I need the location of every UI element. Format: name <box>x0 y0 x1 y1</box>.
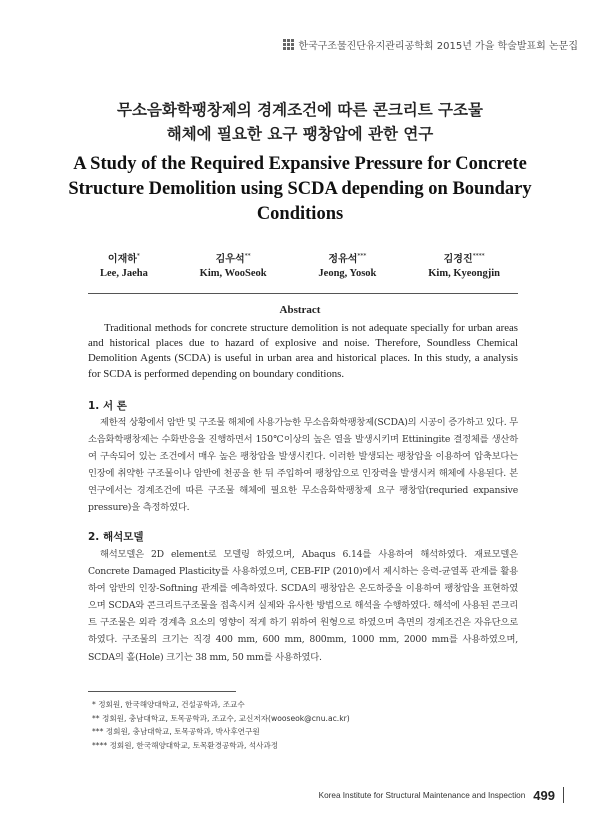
section-heading-intro: 1. 서 론 <box>88 400 127 412</box>
author-english-name: Lee, Jaeha <box>100 268 148 279</box>
author-korean-name: 이재하 <box>107 254 137 265</box>
footer-text: Korea Institute for Structural Maintenance and Inspection <box>318 790 526 800</box>
author-korean-name: 김우석 <box>215 254 245 265</box>
abstract-heading: Abstract <box>279 304 321 316</box>
footer-bar <box>563 787 564 803</box>
author-english-name: Kim, Kyeongjin <box>428 268 500 279</box>
author-mark: * <box>136 252 140 260</box>
author-korean-name: 김경진 <box>443 254 473 265</box>
title-block <box>60 98 540 227</box>
author-mark: ** <box>244 252 251 260</box>
divider <box>88 293 518 294</box>
author <box>200 250 267 279</box>
english-title <box>60 152 540 227</box>
footnote: *** 정회원, 충남대학교, 토목공학과, 박사후연구원 <box>92 727 260 736</box>
footnote: **** 정회원, 한국해양대학교, 토목환경공학과, 석사과정 <box>92 740 279 750</box>
section-text-intro: 제한적 상황에서 암반 및 구조물 해체에 사용가능한 무소음화학팽창제(SCDA)의 시공이 증가하고 있다. 무소음화학팽창제는 수화반응을 진행하면서 150℃이상의 높은 열을 발생시키며 Ettiningite 결정체를 생산하여 구속되어 있는 조건에서 매우 높은 팽창압을 발생시킨다. 이러한 발생되는 팽창압을 이용하여 압축보다는 인장에 취약한 구조물이나 암반에 천공을 한 뒤 주입하여 팽창압으로 인장력을 발생시켜 해체에 사용된다. 본 연구에서는 경계조건에 따른 구조물 해체에 필요한 무소음화학팽창제 요구 팽창압(requried expansive pressure)을 측정하였다. <box>88 417 518 514</box>
section-text-model: 해석모델은 2D element로 모델링 하였으며, Abaqus 6.14를 사용하여 해석하였다. 재료모델은 Concrete Damaged Plasticity를 사용하였으며, CEB-FIP (2010)에서 제시하는 응력-균열폭 관계를 활용하여 암반의 인장-Softning 관계를 예측하였다. SCDA의 팽창압은 온도하중을 이용하여 팽창압을 표현하였으며 SCDA와 콘크리트구조물을 접촉시켜 실제와 유사한 방법으로 해석을 수행하였다. 해석에 사용된 콘크리트 구조물은 외곽 경계측 요소의 영향이 적게 하기 위하여 원형으로 하였으며 측면의 경계조건은 자유단으로 하였다. 구조물의 크기는 직경 400 mm, 600 mm, 800mm, 1000 mm, 2000 mm를 사용하였으며, SCDA의 홀(Hole) 크기는 38 mm, 50 mm를 사용하였다. <box>88 549 518 663</box>
author-mark: **** <box>472 252 485 260</box>
page-footer <box>319 787 564 803</box>
korean-title-line: 해체에 필요한 요구 팽창압에 관한 연구 <box>166 125 434 143</box>
korean-title-line: 무소음화학팽창제의 경계조건에 따른 콘크리트 구조물 <box>117 101 483 119</box>
footnote: * 정회원, 한국해양대학교, 건설공학과, 조교수 <box>92 700 245 709</box>
grid-dots-icon <box>283 39 294 50</box>
footnote: ** 정회원, 충남대학교, 토목공학과, 조교수, 교신저자(wooseok@cnu.ac.kr) <box>92 713 350 723</box>
author <box>318 250 376 279</box>
page-number: 499 <box>533 787 555 803</box>
english-title-line: A Study of the Required Expansive Pressure for Concrete <box>73 154 527 174</box>
author-korean-name: 정유석 <box>328 254 358 265</box>
footnotes <box>92 698 350 752</box>
author-english-name: Kim, WooSeok <box>199 268 267 279</box>
running-header-text: 한국구조물진단유지관리공학회 2015년 가을 학술발표회 논문집 <box>298 41 578 52</box>
abstract-text: Traditional methods for concrete structure demolition is not adequate specially for urban areas and historical places due to hazard of explosive and noise. Therefore, Soundless Chemical Demolition Agents (SCDA) is useful in urban area and historical places. In this study, a analysis for SCDA is performed depending on boundary conditions. <box>88 322 518 380</box>
section-heading-model: 2. 해석모델 <box>88 531 144 543</box>
english-title-line: Structure Demolition using SCDA depending on Boundary <box>68 179 532 199</box>
author <box>100 250 148 279</box>
footnote-divider <box>88 691 236 692</box>
english-title-line: Conditions <box>256 204 344 224</box>
author-list <box>100 250 500 279</box>
running-header <box>283 37 578 52</box>
author <box>428 250 500 279</box>
korean-title <box>60 98 540 146</box>
author-mark: *** <box>357 252 367 260</box>
author-english-name: Jeong, Yosok <box>318 268 377 279</box>
